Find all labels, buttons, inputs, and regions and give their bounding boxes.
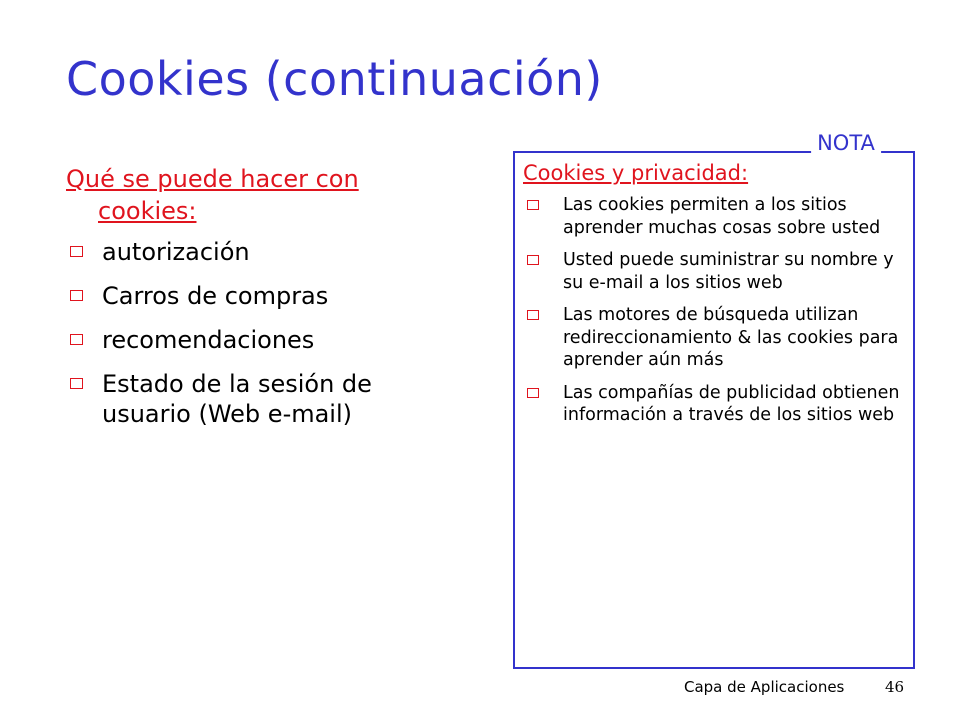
square-bullet-icon [527, 310, 539, 320]
note-heading: Cookies y privacidad: [523, 161, 749, 185]
note-bullet-item [523, 249, 908, 294]
left-bullet-item [66, 281, 466, 311]
note-content [523, 160, 908, 437]
left-bullet-list [66, 237, 466, 429]
left-bullet-item [66, 369, 466, 429]
left-section [66, 163, 466, 443]
left-bullet-item [66, 237, 466, 267]
square-bullet-icon [527, 200, 539, 210]
note-bullet-item [523, 304, 908, 372]
note-bullet-item [523, 194, 908, 239]
left-bullet-item [66, 325, 466, 355]
square-bullet-icon [70, 246, 83, 257]
square-bullet-icon [70, 378, 83, 389]
page-number: 46 [885, 678, 905, 696]
square-bullet-icon [527, 388, 539, 398]
note-bullet-text: Las cookies permiten a los sitios aprender muchas cosas sobre usted [563, 195, 881, 238]
left-section-heading: Qué se puede hacer con cookies: [66, 165, 359, 225]
square-bullet-icon [527, 255, 539, 265]
note-bullet-text: Las compañías de publicidad obtienen información a través de los sitios web [563, 382, 900, 425]
note-bullet-text: Usted puede suministrar su nombre y su e-mail a los sitios web [563, 250, 894, 293]
footer-label: Capa de Aplicaciones [684, 678, 845, 696]
note-tag: NOTA [811, 131, 881, 155]
left-bullet-text: autorización [102, 238, 250, 266]
square-bullet-icon [70, 290, 83, 301]
note-bullet-list [523, 194, 908, 427]
left-bullet-text: Estado de la sesión de usuario (Web e-mail) [102, 370, 372, 428]
square-bullet-icon [70, 334, 83, 345]
note-bullet-text: Las motores de búsqueda utilizan redireccionamiento & las cookies para aprender aún más [563, 305, 899, 370]
left-bullet-text: Carros de compras [102, 282, 329, 310]
slide-title: Cookies (continuación) [66, 52, 603, 106]
note-bullet-item [523, 382, 908, 427]
left-bullet-text: recomendaciones [102, 326, 315, 354]
